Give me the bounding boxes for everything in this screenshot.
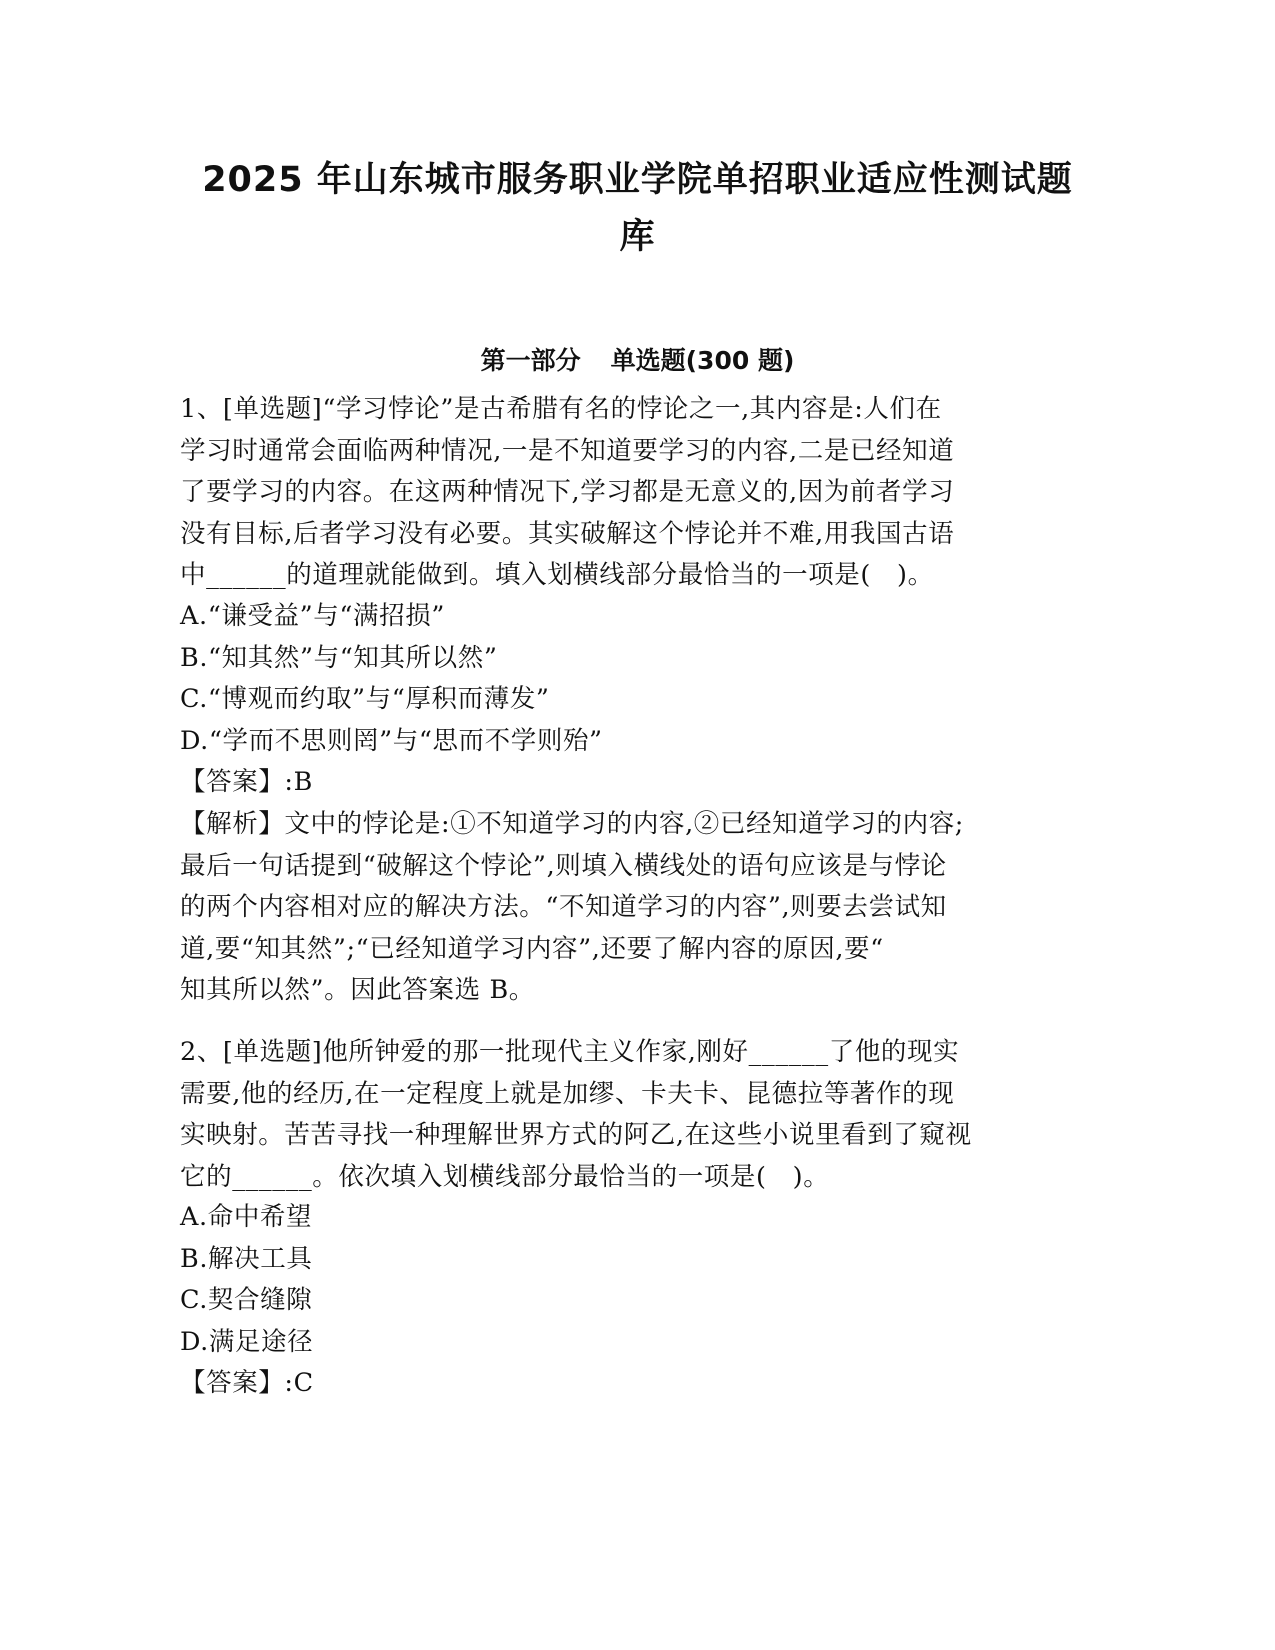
question-1-stem-line: 了要学习的内容。在这两种情况下,学习都是无意义的,因为前者学习 <box>180 477 955 507</box>
question-2-stem-line: 2、[单选题]他所钟爱的那一批现代主义作家,刚好______了他的现实 <box>180 1037 960 1067</box>
question-1-answer <box>180 762 1030 804</box>
question-2-stem-line: 实映射。苦苦寻找一种理解世界方式的阿乙,在这些小说里看到了窥视 <box>180 1120 972 1150</box>
question-1-analysis <box>180 804 1030 1012</box>
question-2-options <box>180 1197 1030 1363</box>
question-1-option-d: D.“学而不思则罔”与“思而不学则殆” <box>180 725 603 756</box>
section-heading <box>140 343 1135 379</box>
question-1-analysis-line: 的两个内容相对应的解决方法。“不知道学习的内容”,则要去尝试知 <box>180 892 947 922</box>
question-1-stem-line: 1、[单选题]“学习悖论”是古希腊有名的悖论之一,其内容是:人们在 <box>180 394 942 424</box>
question-1-option-c: C.“博观而约取”与“厚积而薄发” <box>180 684 550 714</box>
question-1-analysis-line: 最后一句话提到“破解这个悖论”,则填入横线处的语句应该是与悖论 <box>180 850 947 881</box>
question-2-answer <box>180 1363 1030 1405</box>
question-1-analysis-line: 【解析】文中的悖论是:①不知道学习的内容,②已经知道学习的内容; <box>180 809 964 839</box>
section-name-label: 单选题(300 题) <box>610 346 795 375</box>
document-title <box>140 152 1135 266</box>
question-1-analysis-line: 知其所以然”。因此答案选 B。 <box>180 975 535 1005</box>
question-1-analysis-line: 道,要“知其然”;“已经知道学习内容”,还要了解内容的原因,要“ <box>180 933 884 964</box>
question-1-option-a: A.“谦受益”与“满招损” <box>180 601 445 631</box>
question-2-option-d: D.满足途径 <box>180 1326 314 1357</box>
question-1-stem-line: 学习时通常会面临两种情况,一是不知道要学习的内容,二是已经知道 <box>180 435 955 466</box>
question-2-stem <box>180 1032 1030 1198</box>
question-1-options <box>180 596 1030 762</box>
question-1-stem <box>180 389 1030 597</box>
section-part-label: 第一部分 <box>480 346 581 375</box>
question-1-stem-line: 中______的道理就能做到。填入划横线部分最恰当的一项是( )。 <box>180 560 934 590</box>
document-title-line-1: 2025 年山东城市服务职业学院单招职业适应性测试题 <box>202 160 1073 200</box>
question-2-stem-line: 它的______。依次填入划横线部分最恰当的一项是( )。 <box>180 1161 830 1192</box>
question-2-option-b: B.解决工具 <box>180 1243 313 1274</box>
document-title-line-2: 库 <box>619 217 656 257</box>
question-2-option-a: A.命中希望 <box>180 1202 313 1232</box>
question-1-answer-text: 【答案】:B <box>180 767 313 797</box>
question-2-stem-line: 需要,他的经历,在一定程度上就是加缪、卡夫卡、昆德拉等著作的现 <box>180 1078 955 1109</box>
question-1-stem-line: 没有目标,后者学习没有必要。其实破解这个悖论并不难,用我国古语 <box>180 518 955 549</box>
question-2-option-c: C.契合缝隙 <box>180 1285 313 1315</box>
question-2-answer-text: 【答案】:C <box>180 1368 314 1398</box>
question-1-option-b: B.“知其然”与“知其所以然” <box>180 642 498 673</box>
